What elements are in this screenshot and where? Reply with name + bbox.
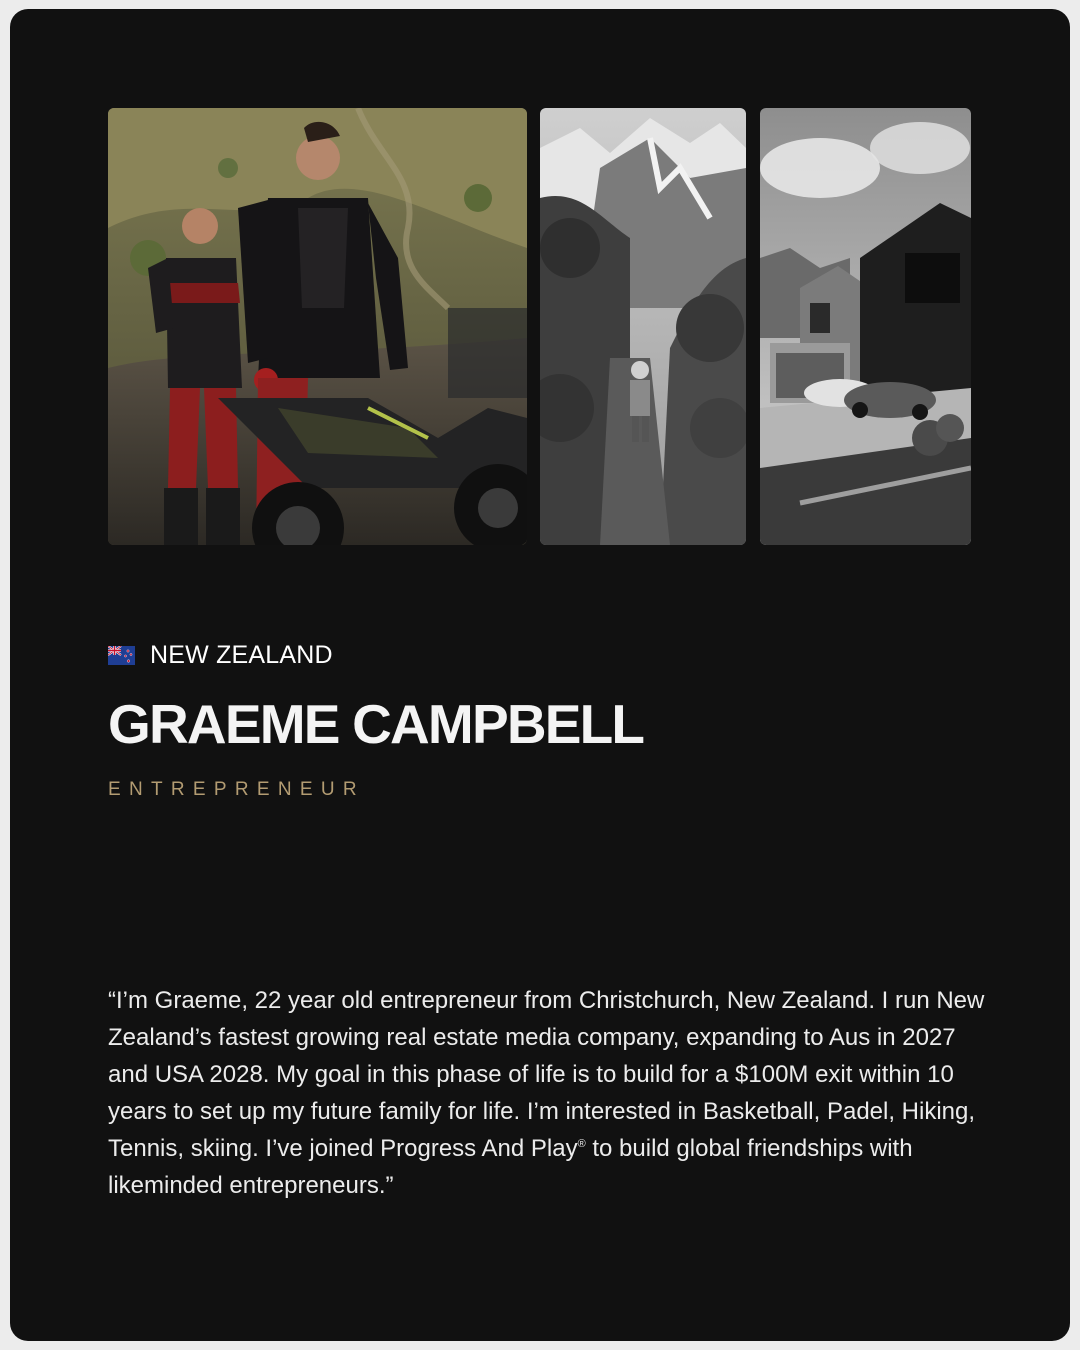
photo-hiking-trail[interactable] (540, 108, 746, 545)
photo-motorbike-riders-image (108, 108, 527, 545)
country-label: NEW ZEALAND (150, 641, 333, 669)
photo-modern-house-image (760, 108, 971, 545)
profile-card (10, 9, 1070, 1341)
profile-bio (108, 982, 988, 1204)
photo-hiking-trail-image (540, 108, 746, 545)
profile-role: ENTREPRENEUR (108, 779, 365, 800)
photo-motorbike-riders[interactable] (108, 108, 527, 545)
registered-trademark-mark: ® (577, 1138, 586, 1150)
photo-modern-house[interactable] (760, 108, 971, 545)
new-zealand-flag-icon (108, 646, 135, 665)
country-row (108, 639, 333, 671)
profile-name: GRAEME CAMPBELL (108, 693, 644, 755)
bio-text-part2: to build global friendships with likeminded entrepreneurs.” (108, 1135, 913, 1199)
bio-text-part1: “I’m Graeme, 22 year old entrepreneur from Christchurch, New Zealand. I run New Zealand’s fastest growing real estate media company, expanding to Aus in 2027 and USA 2028. My goal in this phase of life is to build for a $100M exit within 10 years to set up my future family for life. I’m interested in Basketball, Padel, Hiking, Tennis, skiing. I’ve joined Progress And Play (108, 987, 985, 1162)
